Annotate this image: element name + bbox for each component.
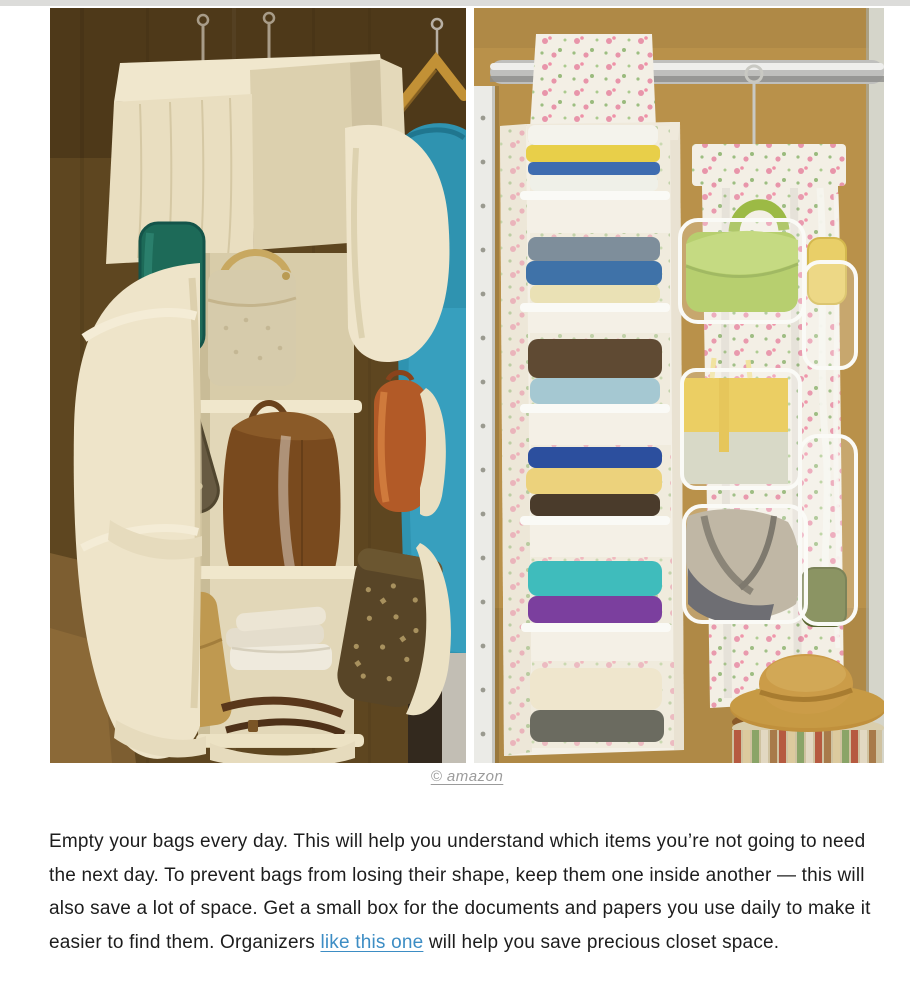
- paragraph-text-after-link: will help you save precious closet space.: [423, 931, 780, 953]
- brown-bucket-bag: [223, 403, 341, 578]
- wire-shelf: [474, 86, 499, 763]
- article-paragraph: [49, 825, 887, 959]
- cream-handbag: [208, 252, 296, 386]
- pocket-organizer: [680, 66, 856, 708]
- shelf-bar: [192, 566, 364, 579]
- article-figure: [50, 8, 884, 786]
- shelf-bar: [196, 734, 364, 747]
- orange-handbag: [374, 373, 428, 513]
- images-row: [50, 8, 884, 763]
- paragraph-text-before-link: Empty your bags every day. This will help you understand which items you’re not going to need the next day. To prevent bags from losing their shape, keep them one inside another — this will also save a lot of space. Get a small box for the documents and papers you use daily to make it easier to find them. Organizers: [49, 831, 871, 953]
- credit-link[interactable]: © amazon: [430, 768, 504, 785]
- shelf-organizer: [500, 34, 684, 756]
- folded-towels: [226, 606, 332, 670]
- top-border-strip: [0, 0, 910, 6]
- wall-edge: [866, 8, 884, 763]
- image-credit: [50, 768, 884, 786]
- photo-floral-organizers: [474, 8, 884, 763]
- inline-link[interactable]: like this one: [320, 931, 424, 953]
- photo-canvas-purse-organizer: [50, 8, 466, 763]
